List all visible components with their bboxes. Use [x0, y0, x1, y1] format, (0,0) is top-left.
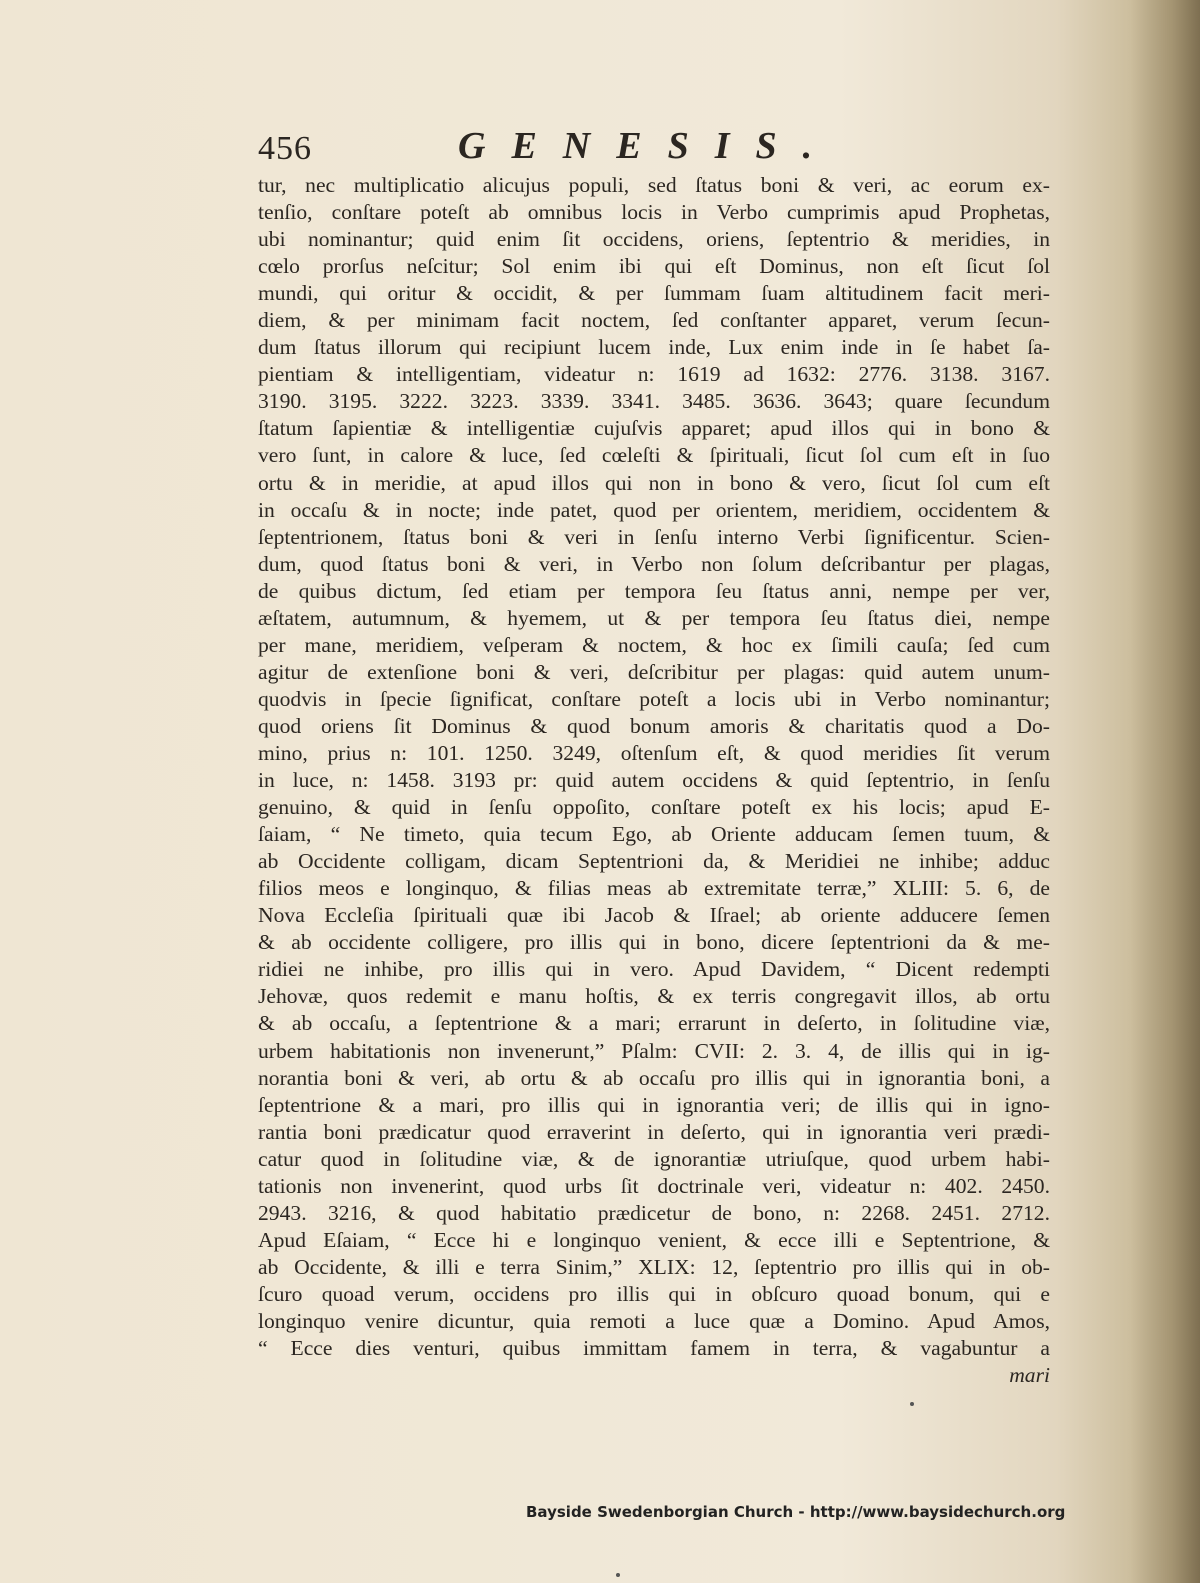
book-spine-shadow [1130, 0, 1200, 1583]
body-text [258, 172, 1050, 1389]
text-line: filios meos e longinquo, & filias meas ab extremitate terræ,” XLIII: 5. 6, de [258, 876, 1050, 901]
text-line: dum ſtatus illorum qui recipiunt lucem inde, Lux enim inde in ſe habet ſa- [258, 335, 1050, 360]
text-line: vero ſunt, in calore & luce, ſed cœleſti & ſpirituali, ſicut ſol cum eſt in ſuo [258, 443, 1050, 468]
text-line: tur, nec multiplicatio alicujus populi, sed ſtatus boni & veri, ac eorum ex- [258, 173, 1050, 197]
text-line: longinquo venire dicuntur, quia remoti a luce quæ a Domino. Apud Amos, [258, 1308, 1050, 1333]
text-line: Apud Eſaiam, “ Ecce hi e longinquo venient, & ecce illi e Septentrione, & [258, 1227, 1050, 1252]
text-line: 3190. 3195. 3222. 3223. 3339. 3341. 3485. 3636. 3643; quare ſecundum [258, 389, 1050, 414]
text-line: ridiei ne inhibe, pro illis qui in vero. Apud Davidem, “ Dicent redempti [258, 957, 1050, 982]
paper-speck [910, 1402, 914, 1406]
text-line: quodvis in ſpecie ſignificat, conſtare poteſt a locis ubi in Verbo nominantur; [258, 686, 1050, 711]
text-line: ab Occidente colligam, dicam Septentrioni da, & Meridiei ne inhibe; adduc [258, 849, 1050, 874]
text-line: ubi nominantur; quid enim ſit occidens, oriens, ſeptentrio & meridies, in [258, 227, 1050, 252]
text-line: æſtatem, autumnum, & hyemem, ut & per tempora ſeu ſtatus diei, nempe [258, 605, 1050, 630]
text-line: urbem habitationis non invenerunt,” Pſalm: CVII: 2. 3. 4, de illis qui in ig- [258, 1038, 1050, 1063]
text-line: cœlo prorſus neſcitur; Sol enim ibi qui eſt Dominus, non eſt ſicut ſol [258, 254, 1050, 279]
text-line: in luce, n: 1458. 3193 pr: quid autem occidens & quid ſeptentrio, in ſenſu [258, 768, 1050, 793]
text-line: catur quod in ſolitudine viæ, & de ignorantiæ utriuſque, quod urbem habi- [258, 1146, 1050, 1171]
text-line: Nova Eccleſia ſpirituali quæ ibi Jacob & Iſrael; ab oriente adducere ſemen [258, 903, 1050, 928]
page-header [258, 120, 1058, 170]
text-line: “ Ecce dies venturi, quibus immittam famem in terra, & vagabuntur a [258, 1336, 1050, 1361]
text-line: tenſio, conſtare poteſt ab omnibus locis in Verbo cumprimis apud Prophetas, [258, 200, 1050, 225]
text-line: ſeptentrionem, ſtatus boni & veri in ſenſu interno Verbi ſignificentur. Scien- [258, 524, 1050, 549]
text-line: ſtatum ſapientiæ & intelligentiæ cujuſvis apparet; apud illos qui in bono & [258, 416, 1050, 441]
text-line: Jehovæ, quos redemit e manu hoſtis, & ex terris congregavit illos, ab ortu [258, 984, 1050, 1009]
text-line: dum, quod ſtatus boni & veri, in Verbo non ſolum deſcribantur per plagas, [258, 551, 1050, 576]
text-line: de quibus dictum, ſed etiam per tempora ſeu ſtatus anni, nempe per ver, [258, 578, 1050, 603]
text-line: pientiam & intelligentiam, videatur n: 1619 ad 1632: 2776. 3138. 3167. [258, 362, 1050, 387]
text-line: agitur de extenſione boni & veri, deſcribitur per plagas: quid autem unum- [258, 659, 1050, 684]
footer-credit: Bayside Swedenborgian Church - http://www.baysidechurch.org [526, 1503, 1066, 1521]
text-line: ortu & in meridie, at apud illos qui non in bono & vero, ſicut ſol cum eſt [258, 470, 1050, 495]
catchword: mari [1009, 1363, 1050, 1388]
text-line: mundi, qui oritur & occidit, & per ſummam ſuam altitudinem facit meri- [258, 281, 1050, 306]
text-line: diem, & per minimam facit noctem, ſed conſtanter apparet, verum ſecun- [258, 308, 1050, 333]
text-line: norantia boni & veri, ab ortu & ab occaſu pro illis qui in ignorantia boni, a [258, 1065, 1050, 1090]
text-line: genuino, & quid in ſenſu oppoſito, conſtare poteſt ex his locis; apud E- [258, 795, 1050, 820]
text-line: 2943. 3216, & quod habitatio prædicetur de bono, n: 2268. 2451. 2712. [258, 1200, 1050, 1225]
text-line: & ab occaſu, a ſeptentrione & a mari; errarunt in deſerto, in ſolitudine viæ, [258, 1011, 1050, 1036]
text-line: in occaſu & in nocte; inde patet, quod per orientem, meridiem, occidentem & [258, 497, 1050, 522]
text-line: per mane, meridiem, veſperam & noctem, & hoc ex ſimili cauſa; ſed cum [258, 632, 1050, 657]
text-line: ſcuro quoad verum, occidens pro illis qui in obſcuro quoad bonum, qui e [258, 1281, 1050, 1306]
text-line: quod oriens ſit Dominus & quod bonum amoris & charitatis quod a Do- [258, 713, 1050, 738]
paper-speck [616, 1573, 620, 1577]
text-line: ab Occidente, & illi e terra Sinim,” XLIX: 12, ſeptentrio pro illis qui in ob- [258, 1254, 1050, 1279]
text-line: rantia boni prædicatur quod erraverint in deſerto, qui in ignorantia veri prædi- [258, 1119, 1050, 1144]
text-line: & ab occidente colligere, pro illis qui in bono, dicere ſeptentrioni da & me- [258, 930, 1050, 955]
page-number: 456 [258, 130, 312, 167]
running-title: GENESIS. [458, 125, 839, 167]
text-line: ſaiam, “ Ne timeto, quia tecum Ego, ab Oriente adducam ſemen tuum, & [258, 822, 1050, 847]
text-line: ſeptentrione & a mari, pro illis qui in ignorantia veri; de illis qui in igno- [258, 1092, 1050, 1117]
text-line: mino, prius n: 101. 1250. 3249, oſtenſum eſt, & quod meridies ſit verum [258, 740, 1050, 765]
text-line: tationis non invenerint, quod urbs ſit doctrinale veri, videatur n: 402. 2450. [258, 1173, 1050, 1198]
